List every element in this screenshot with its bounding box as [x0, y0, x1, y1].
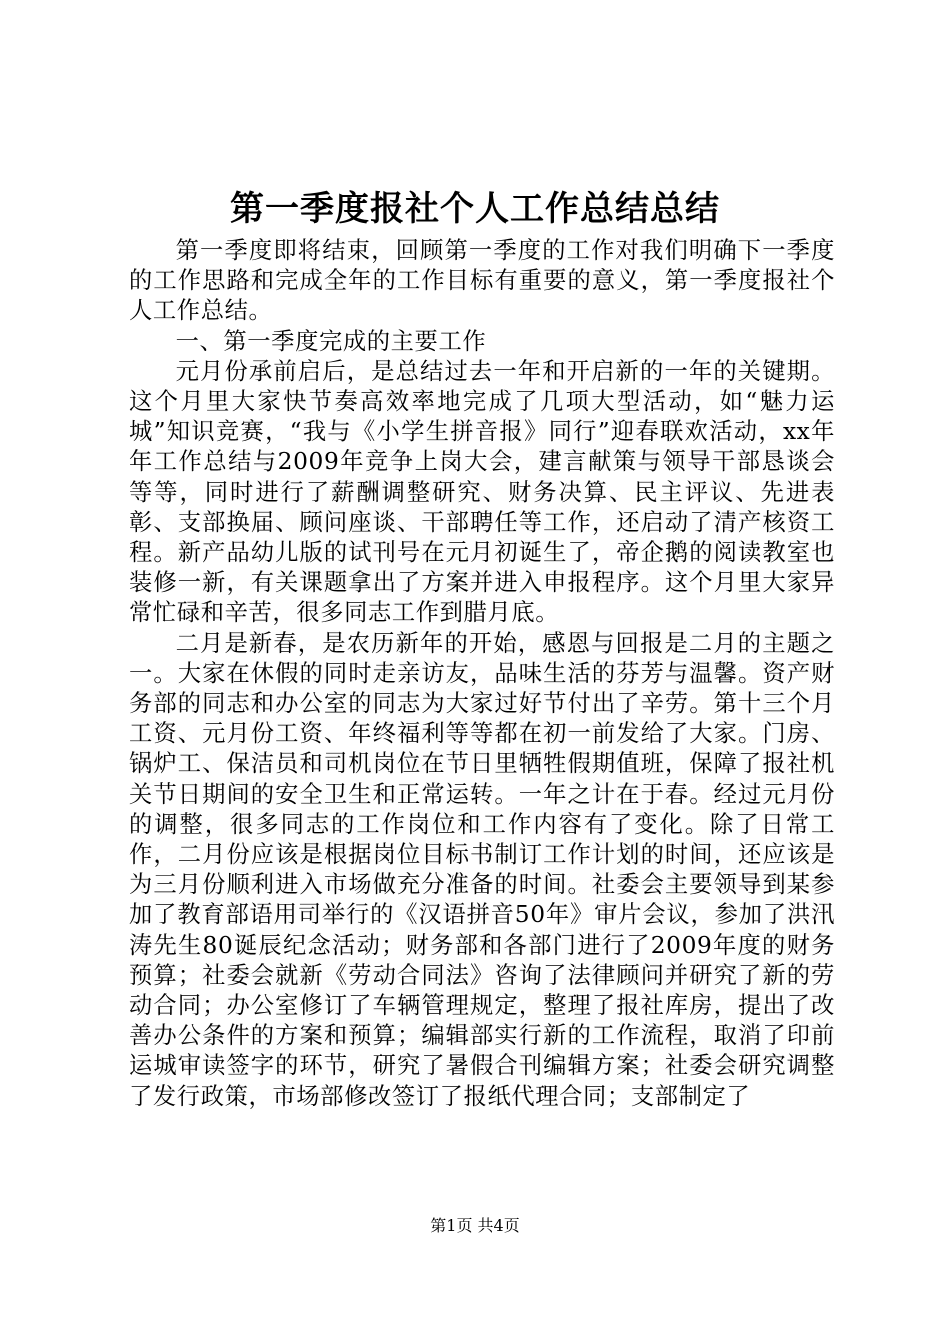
intro-paragraph: 第一季度即将结束，回顾第一季度的工作对我们明确下一季度的工作思路和完成全年的工作目标有重要的意义，第一季度报社个人工作总结。	[129, 237, 835, 325]
document-title: 第一季度报社个人工作总结总结	[230, 189, 720, 229]
document-body	[129, 236, 835, 1112]
january-paragraph: 元月份承前启后，是总结过去一年和开启新的一年的关键期。这个月里大家快节奏高效率地完成了几项大型活动，如“魅力运城”知识竞赛，“我与《小学生拼音报》同行”迎春联欢活动，xx年年工作总结与2009年竞争上岗大会，建言献策与领导干部恳谈会等等，同时进行了薪酬调整研究、财务决算、民主评议、先进表彰、支部换届、顾问座谈、干部聘任等工作，还启动了清产核资工程。新产品幼儿版的试刊号在元月初诞生了，帝企鹅的阅读教室也装修一新，有关课题拿出了方案并进入申报程序。这个月里大家异常忙碌和辛苦，很多同志工作到腊月底。	[129, 357, 835, 627]
section-heading: 一、第一季度完成的主要工作	[175, 327, 487, 355]
page-number-footer: 第1页 共4页	[430, 1216, 520, 1235]
february-paragraph: 二月是新春，是农历新年的开始，感恩与回报是二月的主题之一。大家在休假的同时走亲访友，品味生活的芬芳与温馨。资产财务部的同志和办公室的同志为大家过好节付出了辛劳。第十三个月工资、元月份工资、年终福利等等都在初一前发给了大家。门房、锅炉工、保洁员和司机岗位在节日里牺牲假期值班，保障了报社机关节日期间的安全卫生和正常运转。一年之计在于春。经过元月份的调整，很多同志的工作岗位和工作内容有了变化。除了日常工作，二月份应该是根据岗位目标书制订工作计划的时间，还应该是为三月份顺利进入市场做充分准备的时间。社委会主要领导到某参加了教育部语用司举行的《汉语拼音50年》审片会议，参加了洪汛涛先生80诞辰纪念活动；财务部和各部门进行了2009年度的财务预算；社委会就新《劳动合同法》咨询了法律顾问并研究了新的劳动合同；办公室修订了车辆管理规定，整理了报社库房，提出了改善办公条件的方案和预算；编辑部实行新的工作流程，取消了印前运城审读签字的环节，研究了暑假合刊编辑方案；社委会研究调整了发行政策，市场部修改签订了报纸代理合同；支部制定了	[129, 629, 835, 1110]
